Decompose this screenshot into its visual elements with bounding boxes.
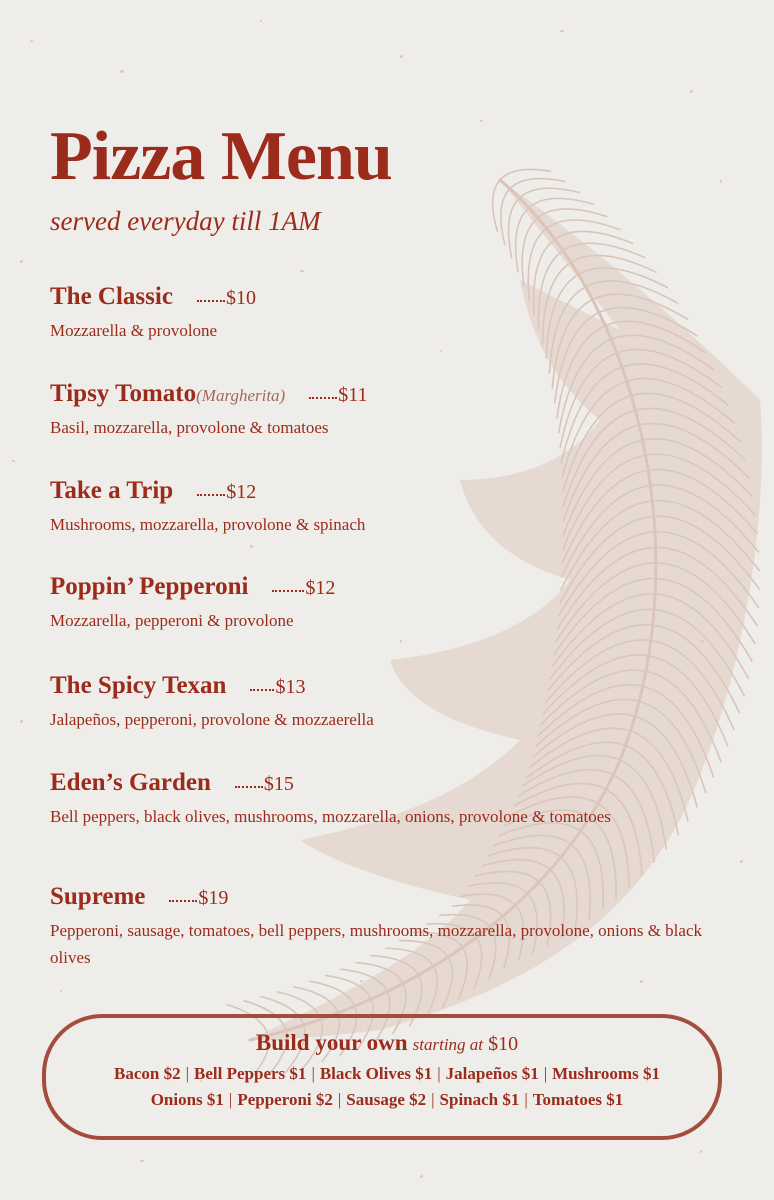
build-price: $10 xyxy=(488,1033,519,1055)
item-name: The Classic xyxy=(50,283,173,310)
item-description: Jalapeños, pepperoni, provolone & mozzaerella xyxy=(50,710,374,729)
item-name: The Spicy Texan xyxy=(50,672,227,699)
item-description: Basil, mozzarella, provolone & tomatoes xyxy=(50,418,329,437)
menu-item xyxy=(50,381,730,441)
item-name: Tipsy Tomato xyxy=(50,380,197,407)
item-name: Take a Trip xyxy=(50,477,174,504)
item-note: (Margherita) xyxy=(196,386,286,405)
page-title: Pizza Menu xyxy=(50,118,392,195)
item-description: Pepperoni, sausage, tomatoes, bell peppers, mushrooms, mozzarella, provolone, onions & black olives xyxy=(50,921,702,967)
item-description: Mozzarella, pepperoni & provolone xyxy=(50,611,294,630)
menu-item xyxy=(50,884,730,971)
toppings-row-2: Onions $1 | Pepperoni $2 | Sausage $2 | Spinach $1 | Tomatoes $1 xyxy=(150,1090,624,1109)
item-price: $19 xyxy=(198,887,229,909)
item-description: Mushrooms, mozzarella, provolone & spinach xyxy=(50,515,366,534)
topping: Bacon $2 xyxy=(114,1064,181,1083)
topping: Onions $1 xyxy=(150,1090,224,1109)
item-name: Eden’s Garden xyxy=(50,769,211,796)
item-description: Bell peppers, black olives, mushrooms, mozzarella, onions, provolone & tomatoes xyxy=(50,807,611,826)
toppings-row-1: Bacon $2 | Bell Peppers $1 | Black Olives $1 | Jalapeños $1 | Mushrooms $1 xyxy=(114,1064,660,1083)
build-your-own-heading xyxy=(0,1030,774,1056)
menu-item xyxy=(50,770,730,830)
item-price: $10 xyxy=(225,287,256,309)
topping: Mushrooms $1 xyxy=(552,1064,660,1083)
build-subtitle: starting at xyxy=(412,1035,484,1054)
build-title: Build your own xyxy=(255,1030,408,1055)
topping: Black Olives $1 xyxy=(319,1064,433,1083)
item-price: $15 xyxy=(263,773,294,795)
topping: Spinach $1 xyxy=(439,1090,520,1109)
menu-item xyxy=(50,574,730,634)
item-name: Poppin’ Pepperoni xyxy=(50,573,249,600)
topping: Tomatoes $1 xyxy=(532,1090,624,1109)
item-price: $11 xyxy=(338,384,368,406)
menu-item xyxy=(50,284,730,344)
item-price: $13 xyxy=(275,676,306,698)
menu-item xyxy=(50,478,730,538)
item-description: Mozzarella & provolone xyxy=(50,321,218,340)
topping: Sausage $2 xyxy=(346,1090,427,1109)
topping: Bell Peppers $1 xyxy=(194,1064,307,1083)
menu-item xyxy=(50,673,730,733)
item-price: $12 xyxy=(305,577,336,599)
item-price: $12 xyxy=(226,481,257,503)
topping: Pepperoni $2 xyxy=(237,1090,333,1109)
page-subtitle: served everyday till 1AM xyxy=(50,206,321,236)
item-name: Supreme xyxy=(50,883,146,910)
topping: Jalapeños $1 xyxy=(445,1064,539,1083)
